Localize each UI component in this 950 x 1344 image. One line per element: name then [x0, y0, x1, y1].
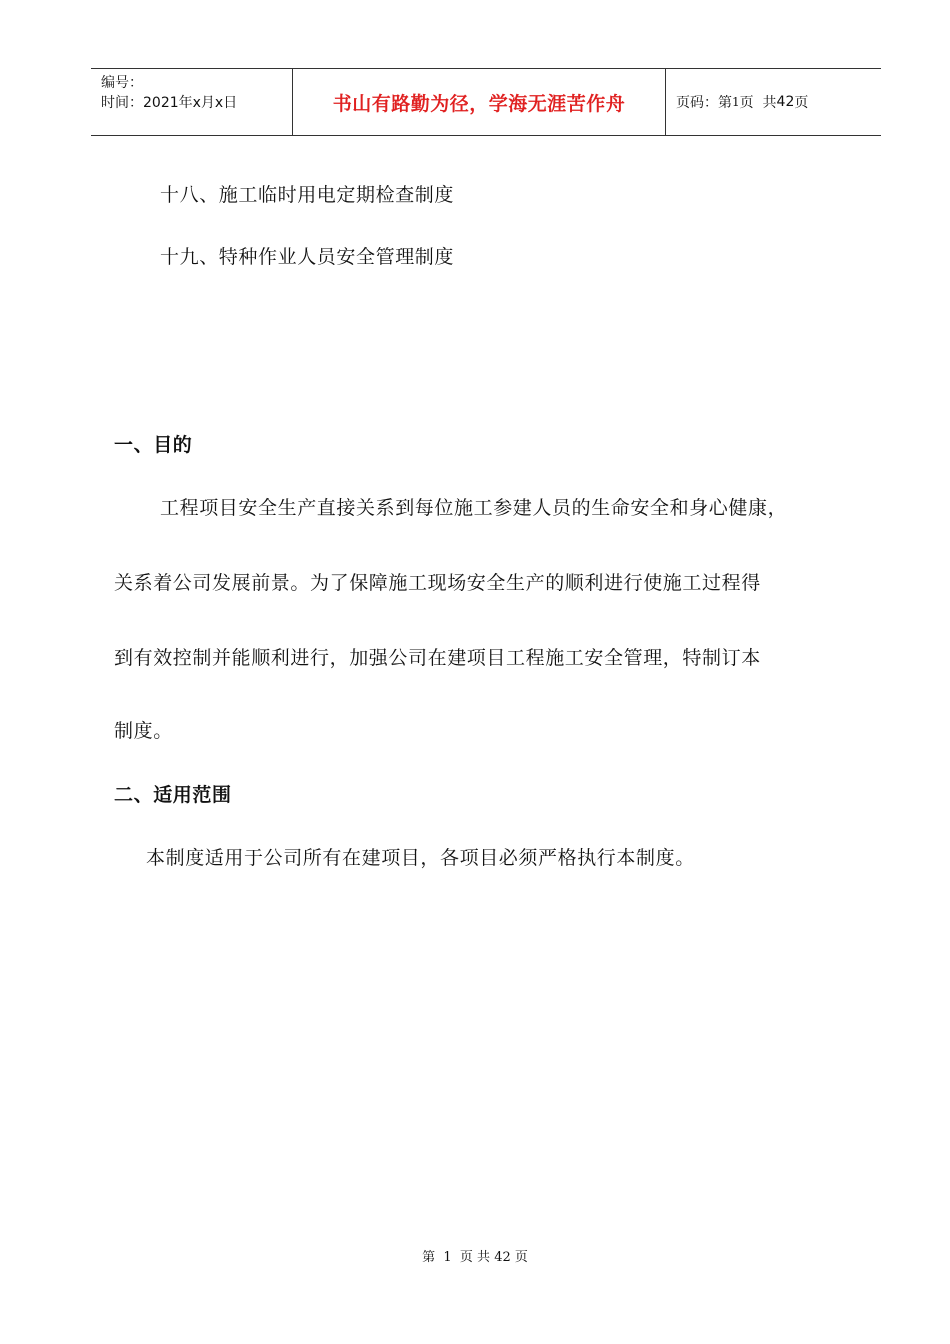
toc-item: 十八、施工临时用电定期检查制度 [160, 184, 455, 206]
document-number-label: 编号： [101, 75, 143, 91]
paragraph-line: 工程项目安全生产直接关系到每位施工参建人员的生命安全和身心健康， [160, 497, 788, 519]
page-current: 1 [732, 95, 740, 109]
page-footer: 第 1 页 共 42 页 [422, 1250, 528, 1265]
page-total: 42 [776, 94, 795, 110]
header-page-cell [666, 69, 881, 135]
header-meta-cell [91, 69, 293, 135]
page-prefix: 页码：第 [676, 95, 732, 111]
paragraph-line: 到有效控制并能顺利进行，加强公司在建项目工程施工安全管理，特制订本 [114, 647, 761, 669]
header-motto: 书山有路勤为径，学海无涯苦作舟 [332, 92, 626, 115]
toc-item: 十九、特种作业人员安全管理制度 [160, 246, 455, 268]
document-time: 时间：2021年x月x日 [101, 95, 238, 111]
paragraph-line: 本制度适用于公司所有在建项目，各项目必须严格执行本制度。 [146, 847, 695, 869]
section-heading-purpose: 一、目的 [114, 434, 193, 456]
paragraph-line: 关系着公司发展前景。为了保障施工现场安全生产的顺利进行使施工过程得 [114, 572, 761, 594]
section-heading-scope: 二、适用范围 [114, 784, 232, 806]
page-suffix: 页 [794, 95, 809, 111]
header-motto-cell [293, 69, 666, 135]
paragraph-line: 制度。 [114, 720, 173, 742]
page-mid: 页 共 [739, 95, 777, 111]
page-header [91, 68, 881, 136]
